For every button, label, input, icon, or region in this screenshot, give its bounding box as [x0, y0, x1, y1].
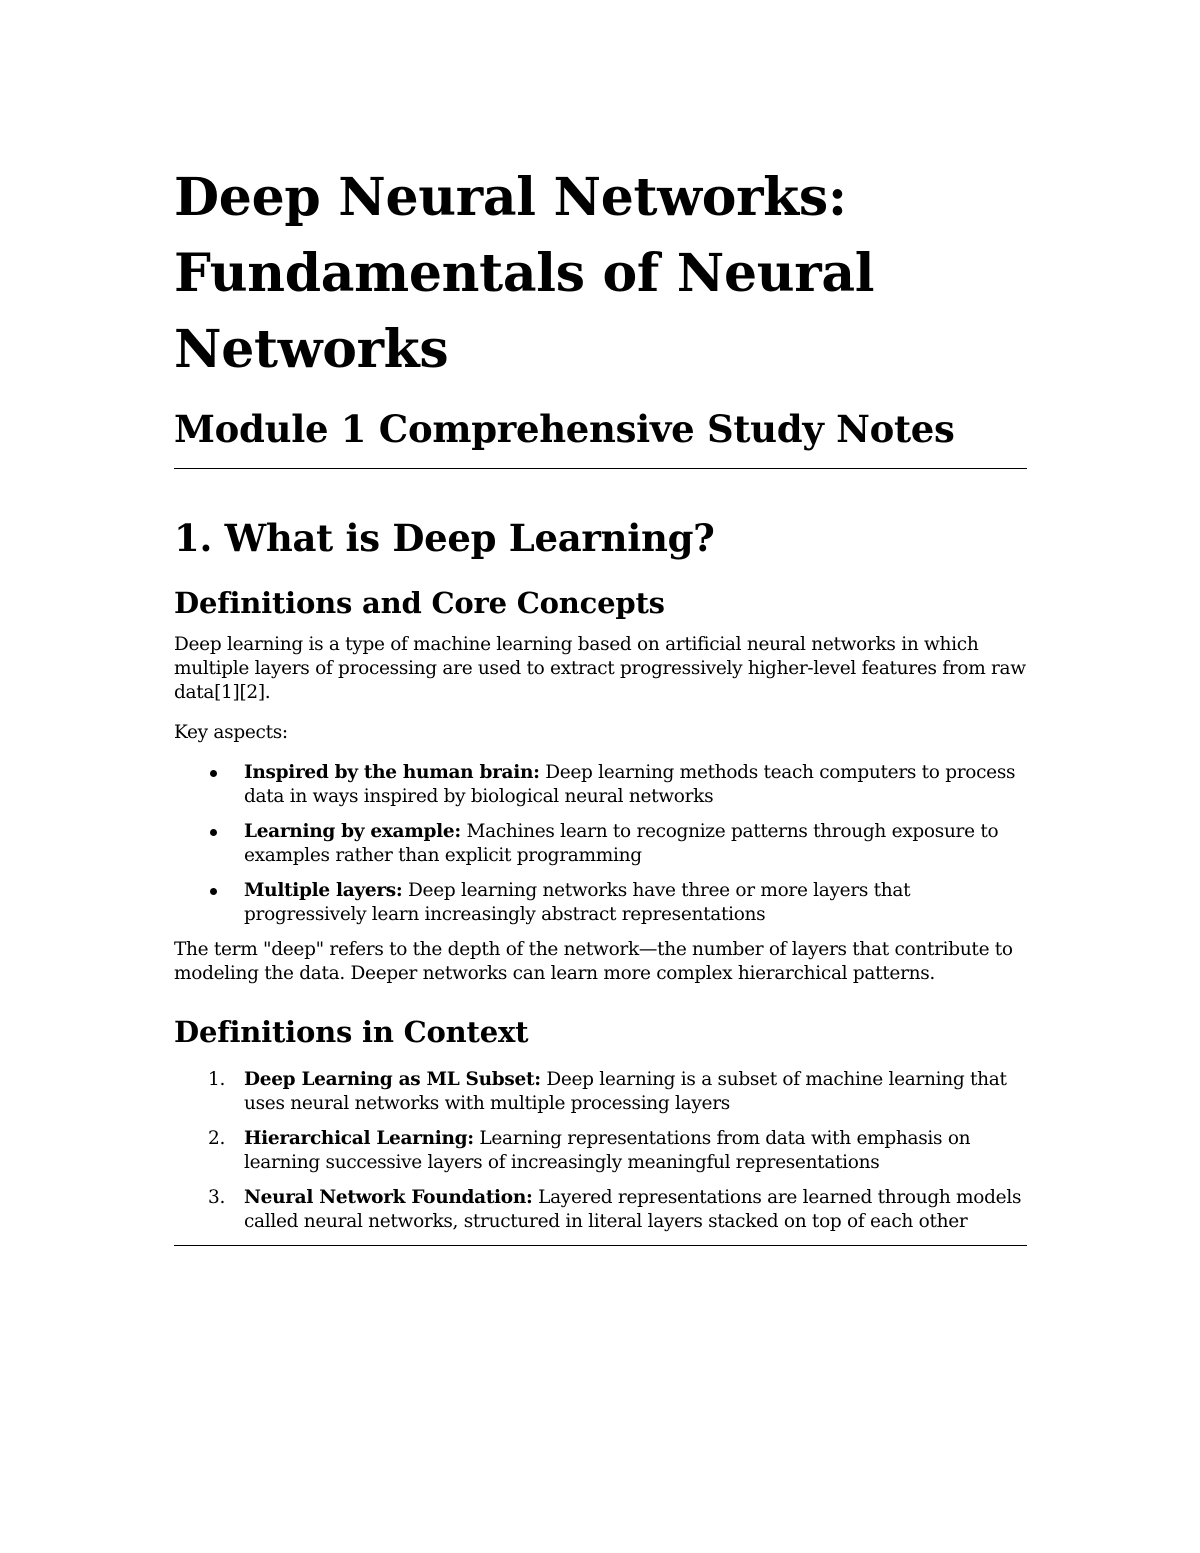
list-item-term: Deep Learning as ML Subset: — [244, 1069, 541, 1090]
list-item — [174, 820, 1027, 868]
key-aspects-list — [174, 761, 1027, 927]
subsection-heading-context: Definitions in Context — [174, 1015, 529, 1049]
list-number: 2. — [208, 1128, 226, 1149]
list-item — [174, 1068, 1027, 1116]
document-subtitle: Module 1 Comprehensive Study Notes — [174, 407, 955, 451]
list-number: 1. — [208, 1069, 226, 1090]
subsection-heading-definitions: Definitions and Core Concepts — [174, 586, 665, 620]
list-item — [174, 1127, 1027, 1175]
bullet-icon — [210, 829, 217, 836]
list-item-term: Neural Network Foundation: — [244, 1187, 533, 1208]
list-item-text: Layered representations are learned through models called neural networks, structured in literal layers stacked on top of each other — [244, 1187, 1022, 1232]
list-number: 3. — [208, 1187, 226, 1208]
list-item-term: Hierarchical Learning: — [244, 1128, 474, 1149]
list-item-text: Learning representations from data with emphasis on learning successive layers of increasingly meaningful representations — [244, 1128, 971, 1173]
list-item-term: Learning by example: — [244, 821, 461, 842]
list-item-text: Machines learn to recognize patterns through exposure to examples rather than explicit programming — [244, 821, 999, 866]
bullet-icon — [210, 888, 217, 895]
list-item — [174, 879, 1027, 927]
intro-paragraph: Deep learning is a type of machine learning based on artificial neural networks in which multiple layers of processing are used to extract progressively higher-level features from raw data[1][2]. — [174, 634, 1026, 703]
horizontal-rule-top — [174, 468, 1027, 469]
list-item-term: Inspired by the human brain: — [244, 762, 540, 783]
list-item-text: Deep learning methods teach computers to process data in ways inspired by biological neural networks — [244, 762, 1016, 807]
list-item — [174, 761, 1027, 809]
list-item-term: Multiple layers: — [244, 880, 403, 901]
key-aspects-label: Key aspects: — [174, 722, 288, 743]
list-item-text: Deep learning networks have three or more layers that progressively learn increasingly abstract representations — [244, 880, 911, 925]
document-page — [174, 160, 1027, 1246]
bullet-icon — [210, 770, 217, 777]
list-item-text: Deep learning is a subset of machine learning that uses neural networks with multiple processing layers — [244, 1069, 1007, 1114]
horizontal-rule-bottom — [174, 1245, 1027, 1246]
list-item — [174, 1186, 1027, 1234]
document-title: Deep Neural Networks: Fundamentals of Neural Networks — [174, 167, 875, 380]
deep-paragraph: The term "deep" refers to the depth of the network—the number of layers that contribute to modeling the data. Deeper networks can learn more complex hierarchical patterns. — [174, 939, 1013, 984]
section-heading: 1. What is Deep Learning? — [174, 516, 715, 560]
context-list — [174, 1068, 1027, 1234]
